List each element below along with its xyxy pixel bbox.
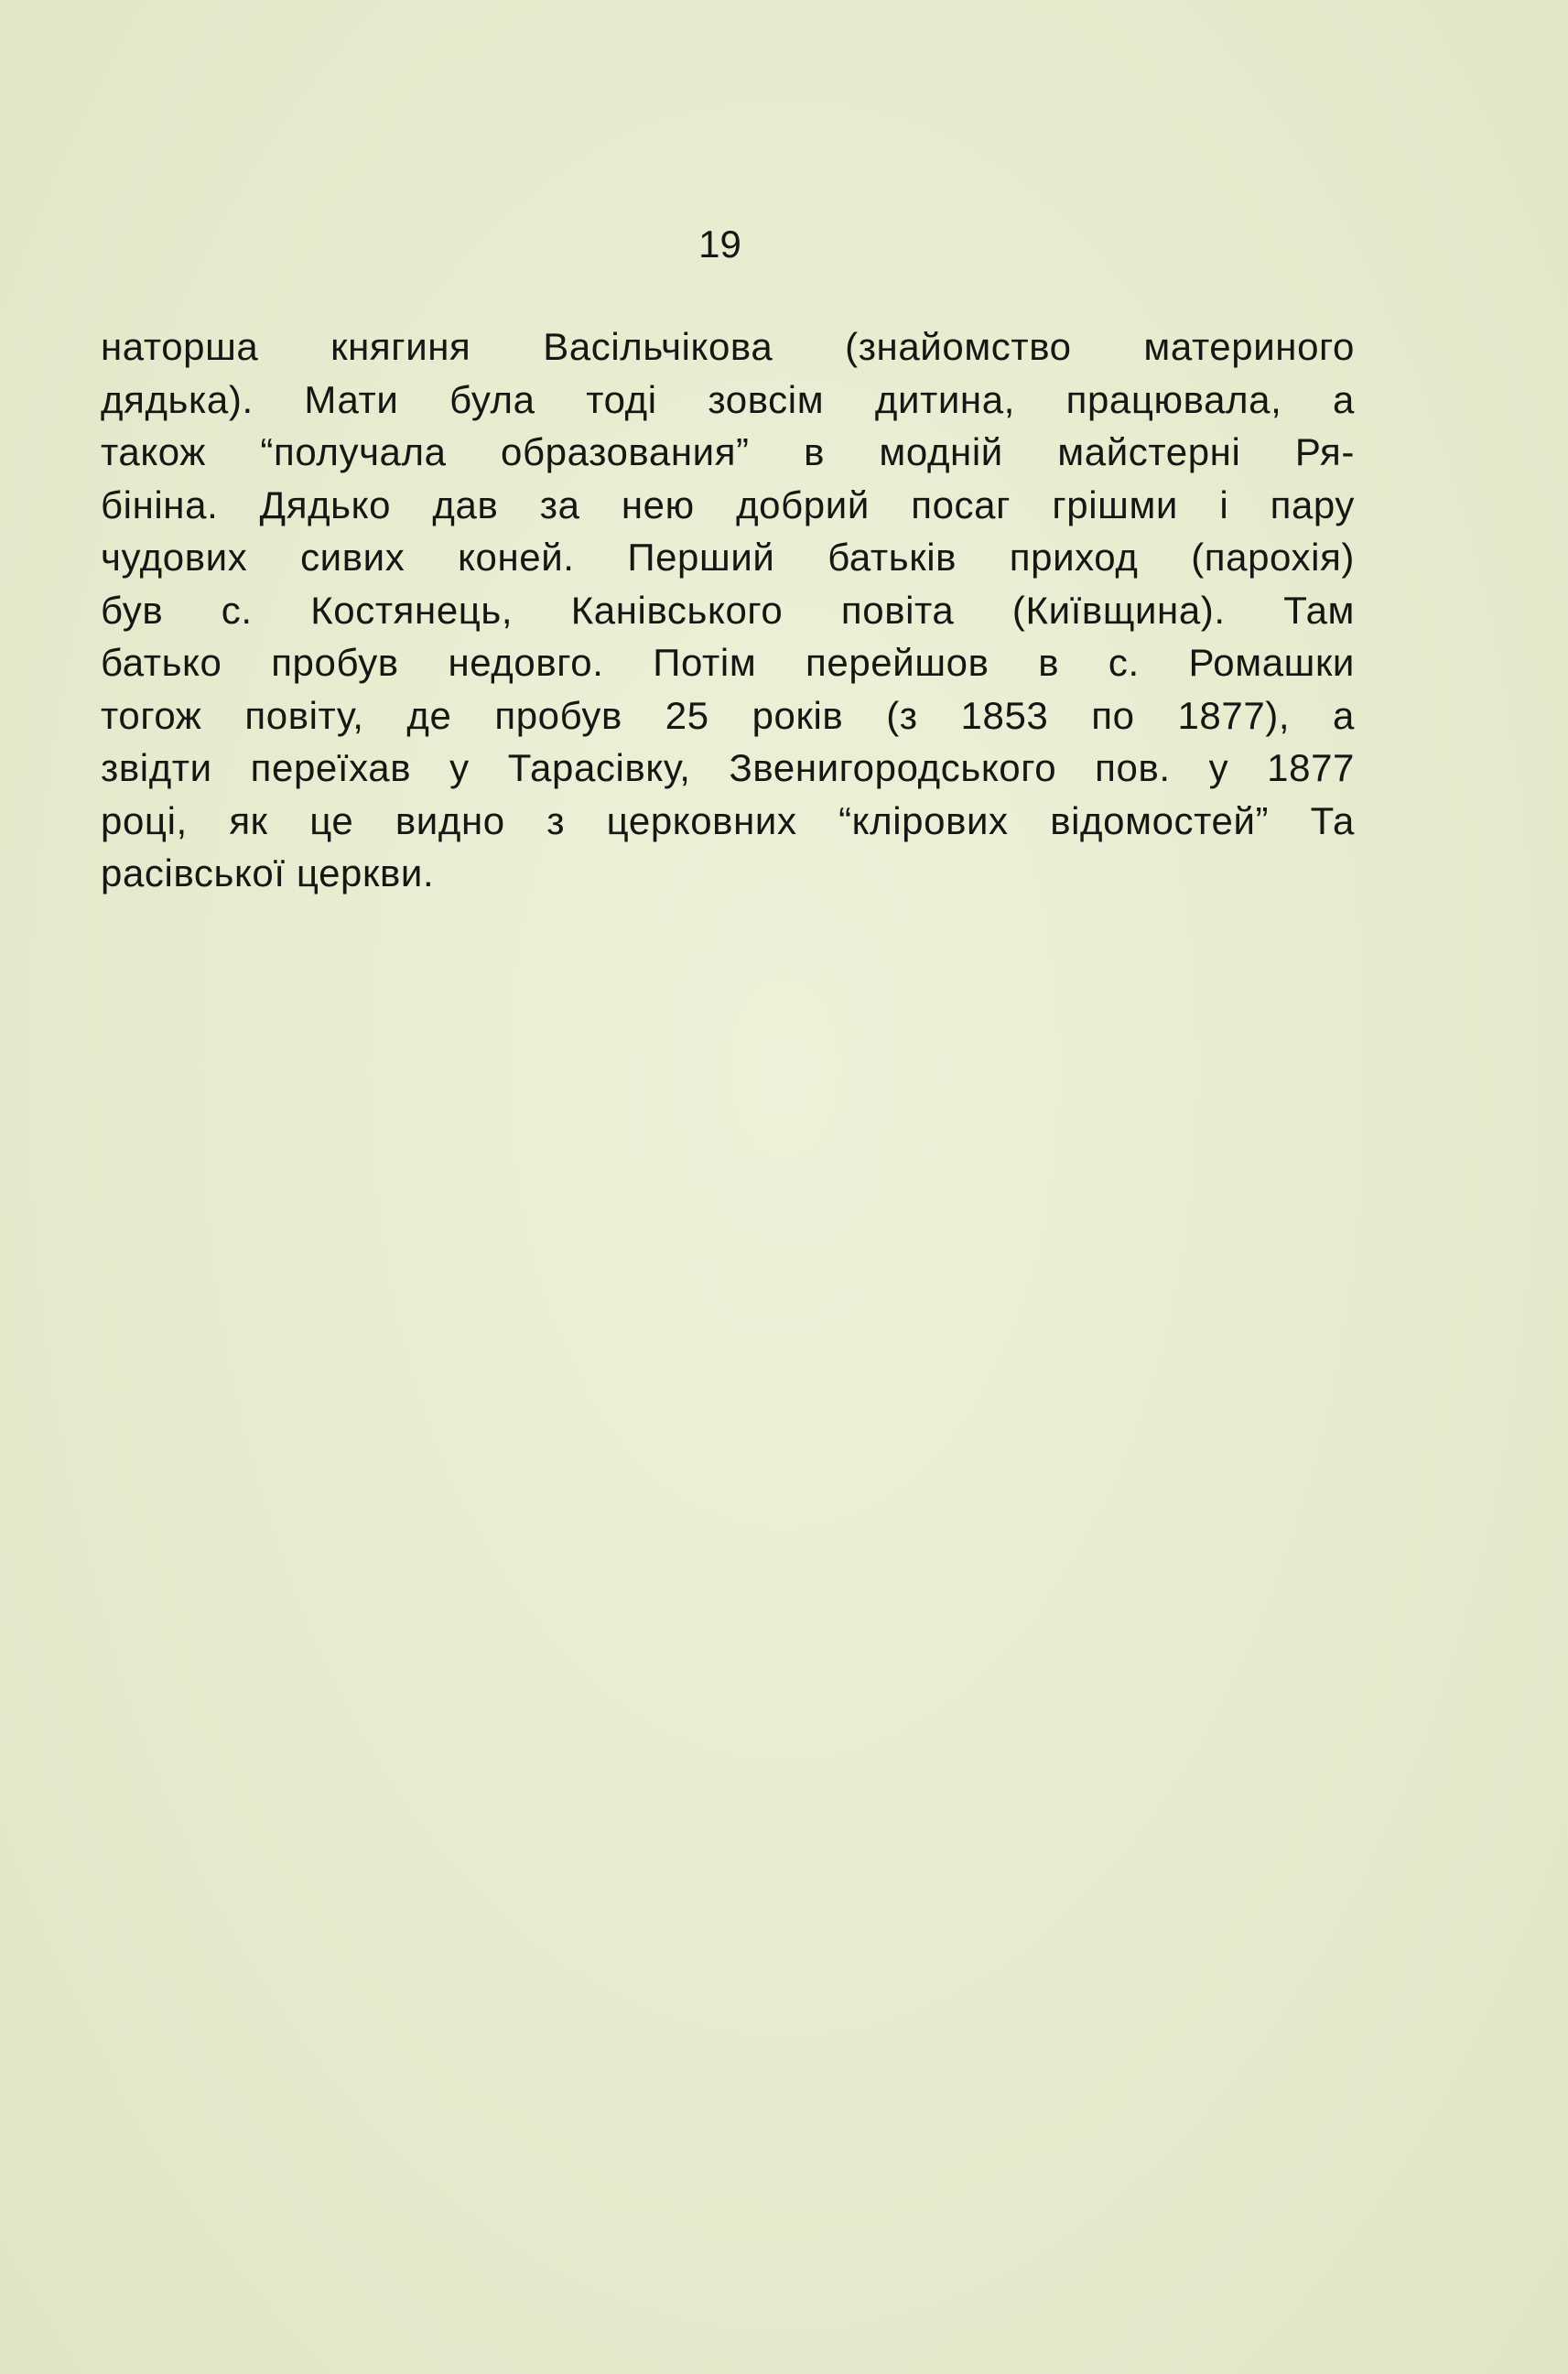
text-line-8: тогож повіту, де пробув 25 років (з 1853 по 1877), а xyxy=(101,693,1355,737)
text-line-2: дядька). Мати була тоді зовсім дитина, працювала, а xyxy=(101,377,1355,421)
text-line-11: расівської церкви. xyxy=(101,851,435,894)
text-line-7: батько пробув недовго. Потім перейшов в с. Ромашки xyxy=(101,641,1355,684)
text-line-1: наторша княгиня Васільчікова (знайомство материного xyxy=(101,325,1355,368)
page-number: 19 xyxy=(698,222,741,266)
text-line-10: році, як це видно з церковних “клірових відомостей” Та xyxy=(101,798,1355,842)
text-line-6: був с. Костянець, Канівського повіта (Київщина). Там xyxy=(101,588,1355,632)
text-line-5: чудових сивих коней. Перший батьків приход (парохія) xyxy=(101,536,1355,579)
text-line-3: також “получала образования” в модній майстерні Ря- xyxy=(101,430,1355,473)
text-line-9: звідти переїхав у Тарасівку, Звенигородського пов. у 1877 xyxy=(101,746,1355,789)
text-line-4: бініна. Дядько дав за нею добрий посаг грішми і пару xyxy=(101,482,1355,526)
body-paragraph xyxy=(101,320,1355,900)
